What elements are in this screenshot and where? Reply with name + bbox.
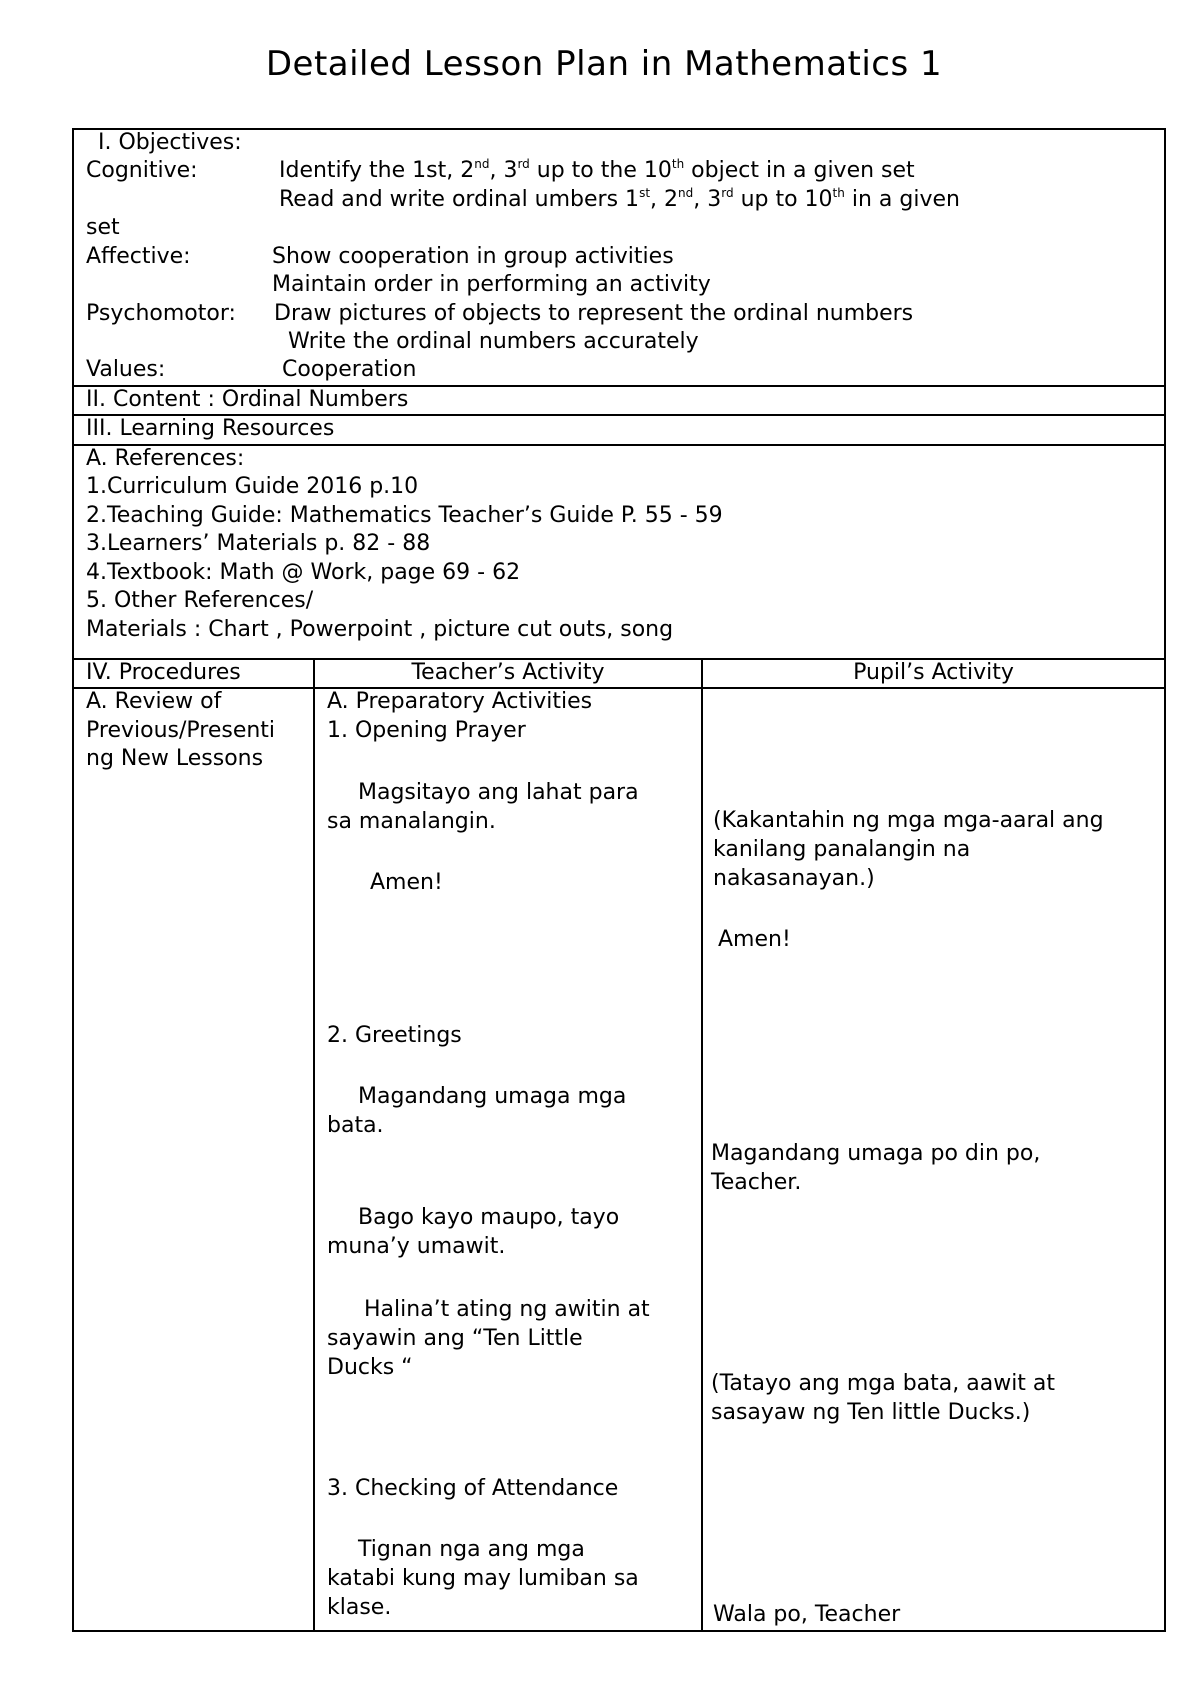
pupil-song-line: sasayaw ng Ten little Ducks.) [711,1400,1031,1425]
teacher-attendance-line: Tignan nga ang mga [358,1537,585,1562]
pupil-amen: Amen! [718,927,791,952]
cognitive-objective-2: Read and write ordinal umbers 1st, 2nd, 3rd up to 10th in a given [279,186,960,212]
pupil-song-line: (Tatayo ang mga bata, aawit at [711,1371,1056,1396]
table-border-left [72,128,74,1632]
pupil-greeting-line: Teacher. [711,1170,802,1195]
reference-item: 1.Curriculum Guide 2016 p.10 [86,474,419,499]
row-divider-procedures-header [72,687,1166,689]
teacher-sit-line: Bago kayo maupo, tayo [358,1205,620,1230]
teacher-attendance-line: klase. [327,1595,392,1620]
teacher-activity-header: Teacher’s Activity [411,660,605,685]
reference-item: 4.Textbook: Math @ Work, page 69 - 62 [86,560,521,585]
cognitive-objective-1: Identify the 1st, 2nd, 3rd up to the 10th object in a given set [279,157,915,183]
column-divider-1 [313,658,315,1632]
reference-item: 5. Other References/ [86,588,314,613]
column-divider-2 [701,658,703,1632]
teacher-greeting-line: bata. [327,1113,384,1138]
pupil-attendance: Wala po, Teacher [713,1602,901,1627]
checking-attendance-heading: 3. Checking of Attendance [327,1476,619,1501]
cognitive-label: Cognitive: [86,158,198,183]
greetings-heading: 2. Greetings [327,1023,462,1048]
learning-resources-heading: III. Learning Resources [86,416,335,441]
teacher-attendance-line: katabi kung may lumiban sa [327,1566,639,1591]
teacher-song-line: Halina’t ating ng awitin at [364,1297,650,1322]
pupil-prayer-line: (Kakantahin ng mga mga-aaral ang [713,808,1104,833]
teacher-amen: Amen! [370,870,443,895]
procedure-step-line: Previous/Presenti [86,718,276,743]
teacher-prayer-line: Magsitayo ang lahat para [358,780,639,805]
table-border-bottom [72,1630,1166,1632]
pupil-prayer-line: kanilang panalangin na [713,837,971,862]
psychomotor-label: Psychomotor: [86,301,236,326]
preparatory-activities-heading: A. Preparatory Activities [327,689,593,714]
pupil-prayer-line: nakasanayan.) [713,866,875,891]
document-title: Detailed Lesson Plan in Mathematics 1 [265,44,943,84]
references-heading: A. References: [86,446,245,471]
reference-item: 2.Teaching Guide: Mathematics Teacher’s Guide P. 55 - 59 [86,503,723,528]
reference-item: 3.Learners’ Materials p. 82 - 88 [86,531,431,556]
psychomotor-objective-1: Draw pictures of objects to represent the ordinal numbers [274,301,914,326]
table-border-right [1164,128,1166,1632]
values-label: Values: [86,357,166,382]
affective-objective-1: Show cooperation in group activities [272,244,674,269]
teacher-greeting-line: Magandang umaga mga [358,1084,627,1109]
teacher-prayer-line: sa manalangin. [327,809,496,834]
psychomotor-objective-2: Write the ordinal numbers accurately [288,329,699,354]
teacher-song-line: sayawin ang “Ten Little [327,1326,583,1351]
content-row: II. Content : Ordinal Numbers [86,387,409,412]
values-text: Cooperation [282,357,417,382]
procedure-step-line: A. Review of [86,689,222,714]
pupil-activity-header: Pupil’s Activity [853,660,1014,685]
teacher-song-line: Ducks “ [327,1355,413,1380]
affective-objective-2: Maintain order in performing an activity [272,272,711,297]
objectives-heading: I. Objectives: [98,130,242,155]
cognitive-objective-2-wrap: set [86,215,120,240]
procedures-header: IV. Procedures [86,660,241,685]
pupil-greeting-line: Magandang umaga po din po, [711,1141,1041,1166]
opening-prayer-heading: 1. Opening Prayer [327,718,526,743]
reference-item: Materials : Chart , Powerpoint , picture cut outs, song [86,617,674,642]
procedure-step-line: ng New Lessons [86,746,264,771]
teacher-sit-line: muna’y umawit. [327,1234,506,1259]
affective-label: Affective: [86,244,191,269]
